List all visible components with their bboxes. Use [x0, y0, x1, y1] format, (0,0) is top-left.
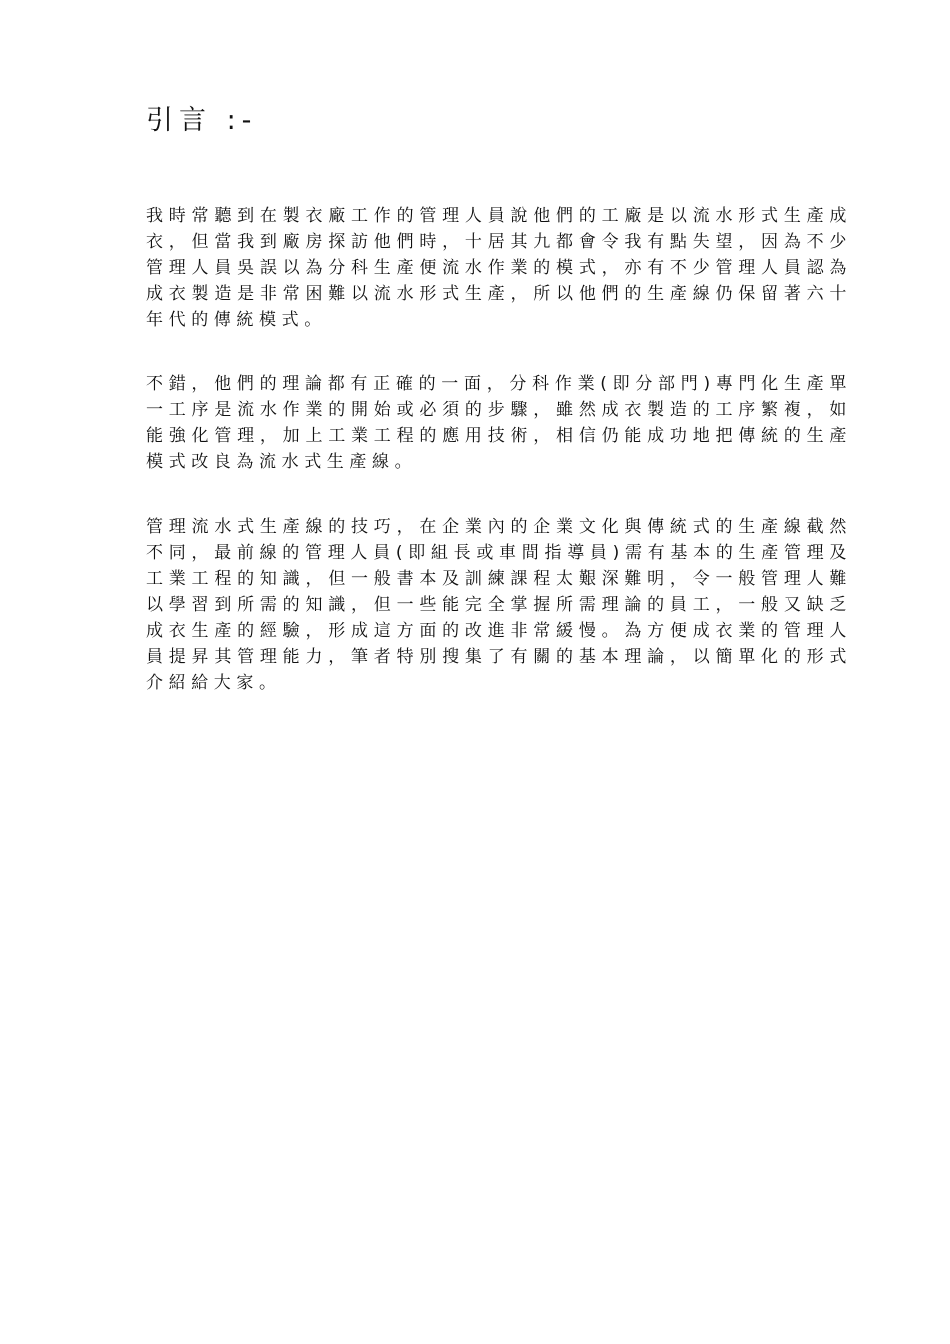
paragraph-1: 我時常聽到在製衣廠工作的管理人員說他們的工廠是以流水形式生產成衣，但當我到廠房探訪他們時，十居其九都會令我有點失望，因為不少管理人員吳誤以為分科生產便流水作業的模式，亦有不少管理人員認為成衣製造是非常困難以流水形式生產，所以他們的生產線仍保留著六十年代的傳統模式。 [146, 206, 852, 330]
paragraph-3: 管理流水式生產線的技巧，在企業內的企業文化與傳統式的生產線截然不同，最前線的管理人員(即組長或車間指導員)需有基本的生產管理及工業工程的知識，但一般書本及訓練課程太艱深難明，令一般管理人難以學習到所需的知識，但一些能完全掌握所需理論的員工，一般又缺乏成衣生產的經驗，形成這方面的改進非常緩慢。為方便成衣業的管理人員提昇其管理能力，筆者特別搜集了有關的基本理論，以簡單化的形式介紹給大家。 [146, 517, 852, 693]
paragraph-2: 不錯，他們的理論都有正確的一面，分科作業(即分部門)專門化生產單一工序是流水作業的開始或必須的步驟，雖然成衣製造的工序繁複，如能強化管理，加上工業工程的應用技術，相信仍能成功地把傳統的生產模式改良為流水式生產線。 [146, 374, 852, 472]
page-heading: 引言 :- [146, 105, 258, 136]
